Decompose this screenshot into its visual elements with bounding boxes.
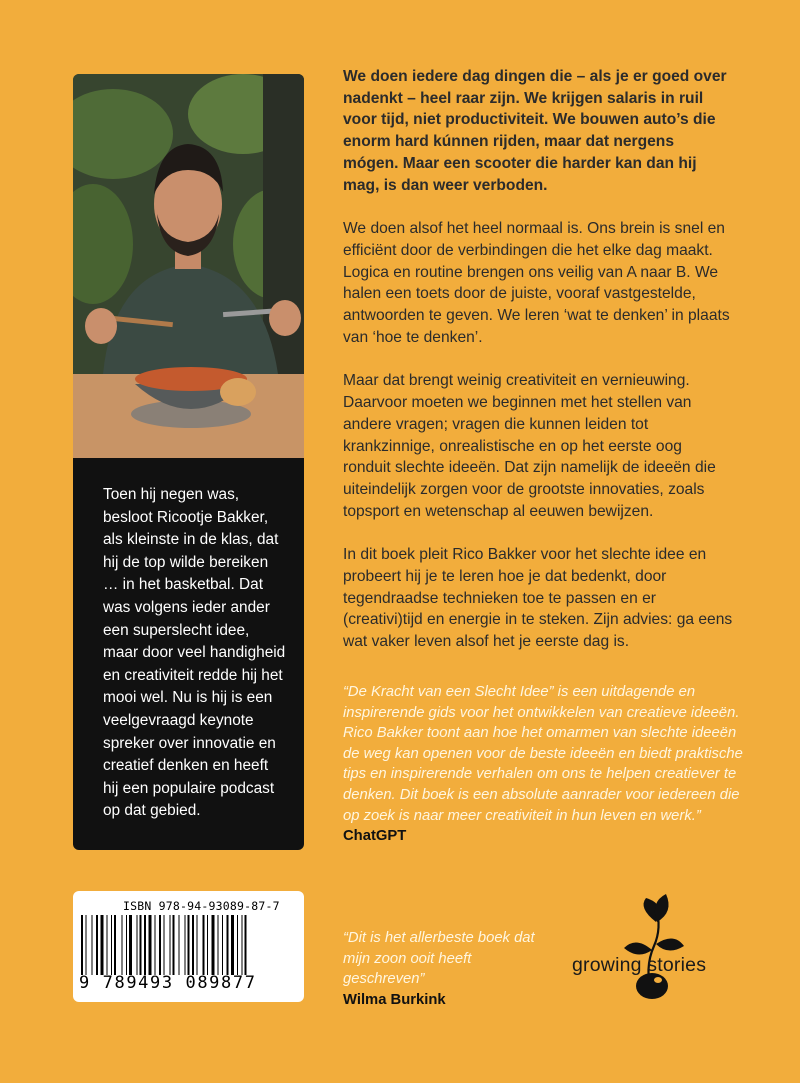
author-bio-text: Toen hij negen was, besloot Ricootje Bakker, als kleinste in de klas, dat hij de top wilde bereiken … in het basketbal. Dat was volgens ieder ander een superslecht idee, maar door veel handigheid en creativiteit redde hij het mooi wel. Nu is hij is een veelgevraagd keynote spreker over innovatie en creatief denken en heeft hij een populaire podcast op dat gebied.: [103, 486, 286, 820]
review-quote-2-text: “Dit is het allerbeste boek dat mijn zoon ooit heeft geschreven”: [343, 930, 535, 988]
blurb-paragraph-2: We doen alsof het heel normaal is. Ons brein is snel en efficiënt door de verbindingen die het elke dag maakt. Logica en routine brengen ons veilig van A naar B. We halen een toets door de juiste, vooraf vastgestelde, antwoorden te geven. We leren ‘wat te denken’ in plaats van ‘hoe te denken’.: [343, 220, 730, 346]
review-quote-1: [343, 682, 743, 847]
review-quote-2: [343, 928, 553, 1010]
isbn-label: ISBN 978-94-93089-87-7: [123, 899, 280, 913]
isbn-digits: 9 789493 089877: [79, 973, 257, 993]
review-quote-1-author: ChatGPT: [343, 828, 407, 845]
publisher-logo-text: growing stories: [572, 954, 707, 976]
author-photo: [73, 74, 304, 458]
blurb-paragraph-3: Maar dat brengt weinig creativiteit en vernieuwing. Daarvoor moeten we beginnen met het stellen van andere vragen; vragen die kunnen leiden tot krankzinnige, onrealistische en op het eerste oog ronduit slechte ideeën. Dat zijn namelijk de ideeën die uiteindelijk zorgen voor de grootste innovaties, zoals topsport en wetenschap al eeuwen bewijzen.: [343, 372, 716, 520]
review-quote-1-text: “De Kracht van een Slecht Idee” is een uitdagende en inspirerende gids voor het ontwikkelen van creatieve ideeën. Rico Bakker toont aan hoe het omarmen van slechte ideeën de weg kan openen voor de beste ideeën en biedt praktische tips en inspirerende verhalen om ons te helpen creatiever te denken. Dit boek is een absolute aanrader voor iedereen die op zoek is naar meer creativiteit in hun leven en werk.”: [343, 684, 743, 824]
blurb-paragraph-4: In dit boek pleit Rico Bakker voor het slechte idee en probeert hij je te leren hoe je dat bedenkt, door tegendraadse technieken toe te passen en er (creativi)tijd en energie in te steken. Zijn advies: ga eens wat vaker leven alsof het je eerste dag is.: [343, 546, 733, 651]
blurb-text: [343, 66, 733, 675]
blurb-paragraph-1: We doen iedere dag dingen die – als je er goed over nadenkt – heel raar zijn. We krijgen salaris in ruil voor tijd, niet productiviteit. We bouwen auto’s die enorm hard kúnnen rijden, maar dat nergens mógen. Maar een scooter die harder kan dan hij mag, is dan weer verboden.: [343, 68, 727, 194]
author-bio-panel: [73, 458, 304, 850]
review-quote-2-author: Wilma Burkink: [343, 991, 446, 1008]
barcode-bars: [81, 915, 286, 975]
sprout-icon: [566, 888, 736, 1008]
isbn-barcode: [73, 891, 304, 1002]
